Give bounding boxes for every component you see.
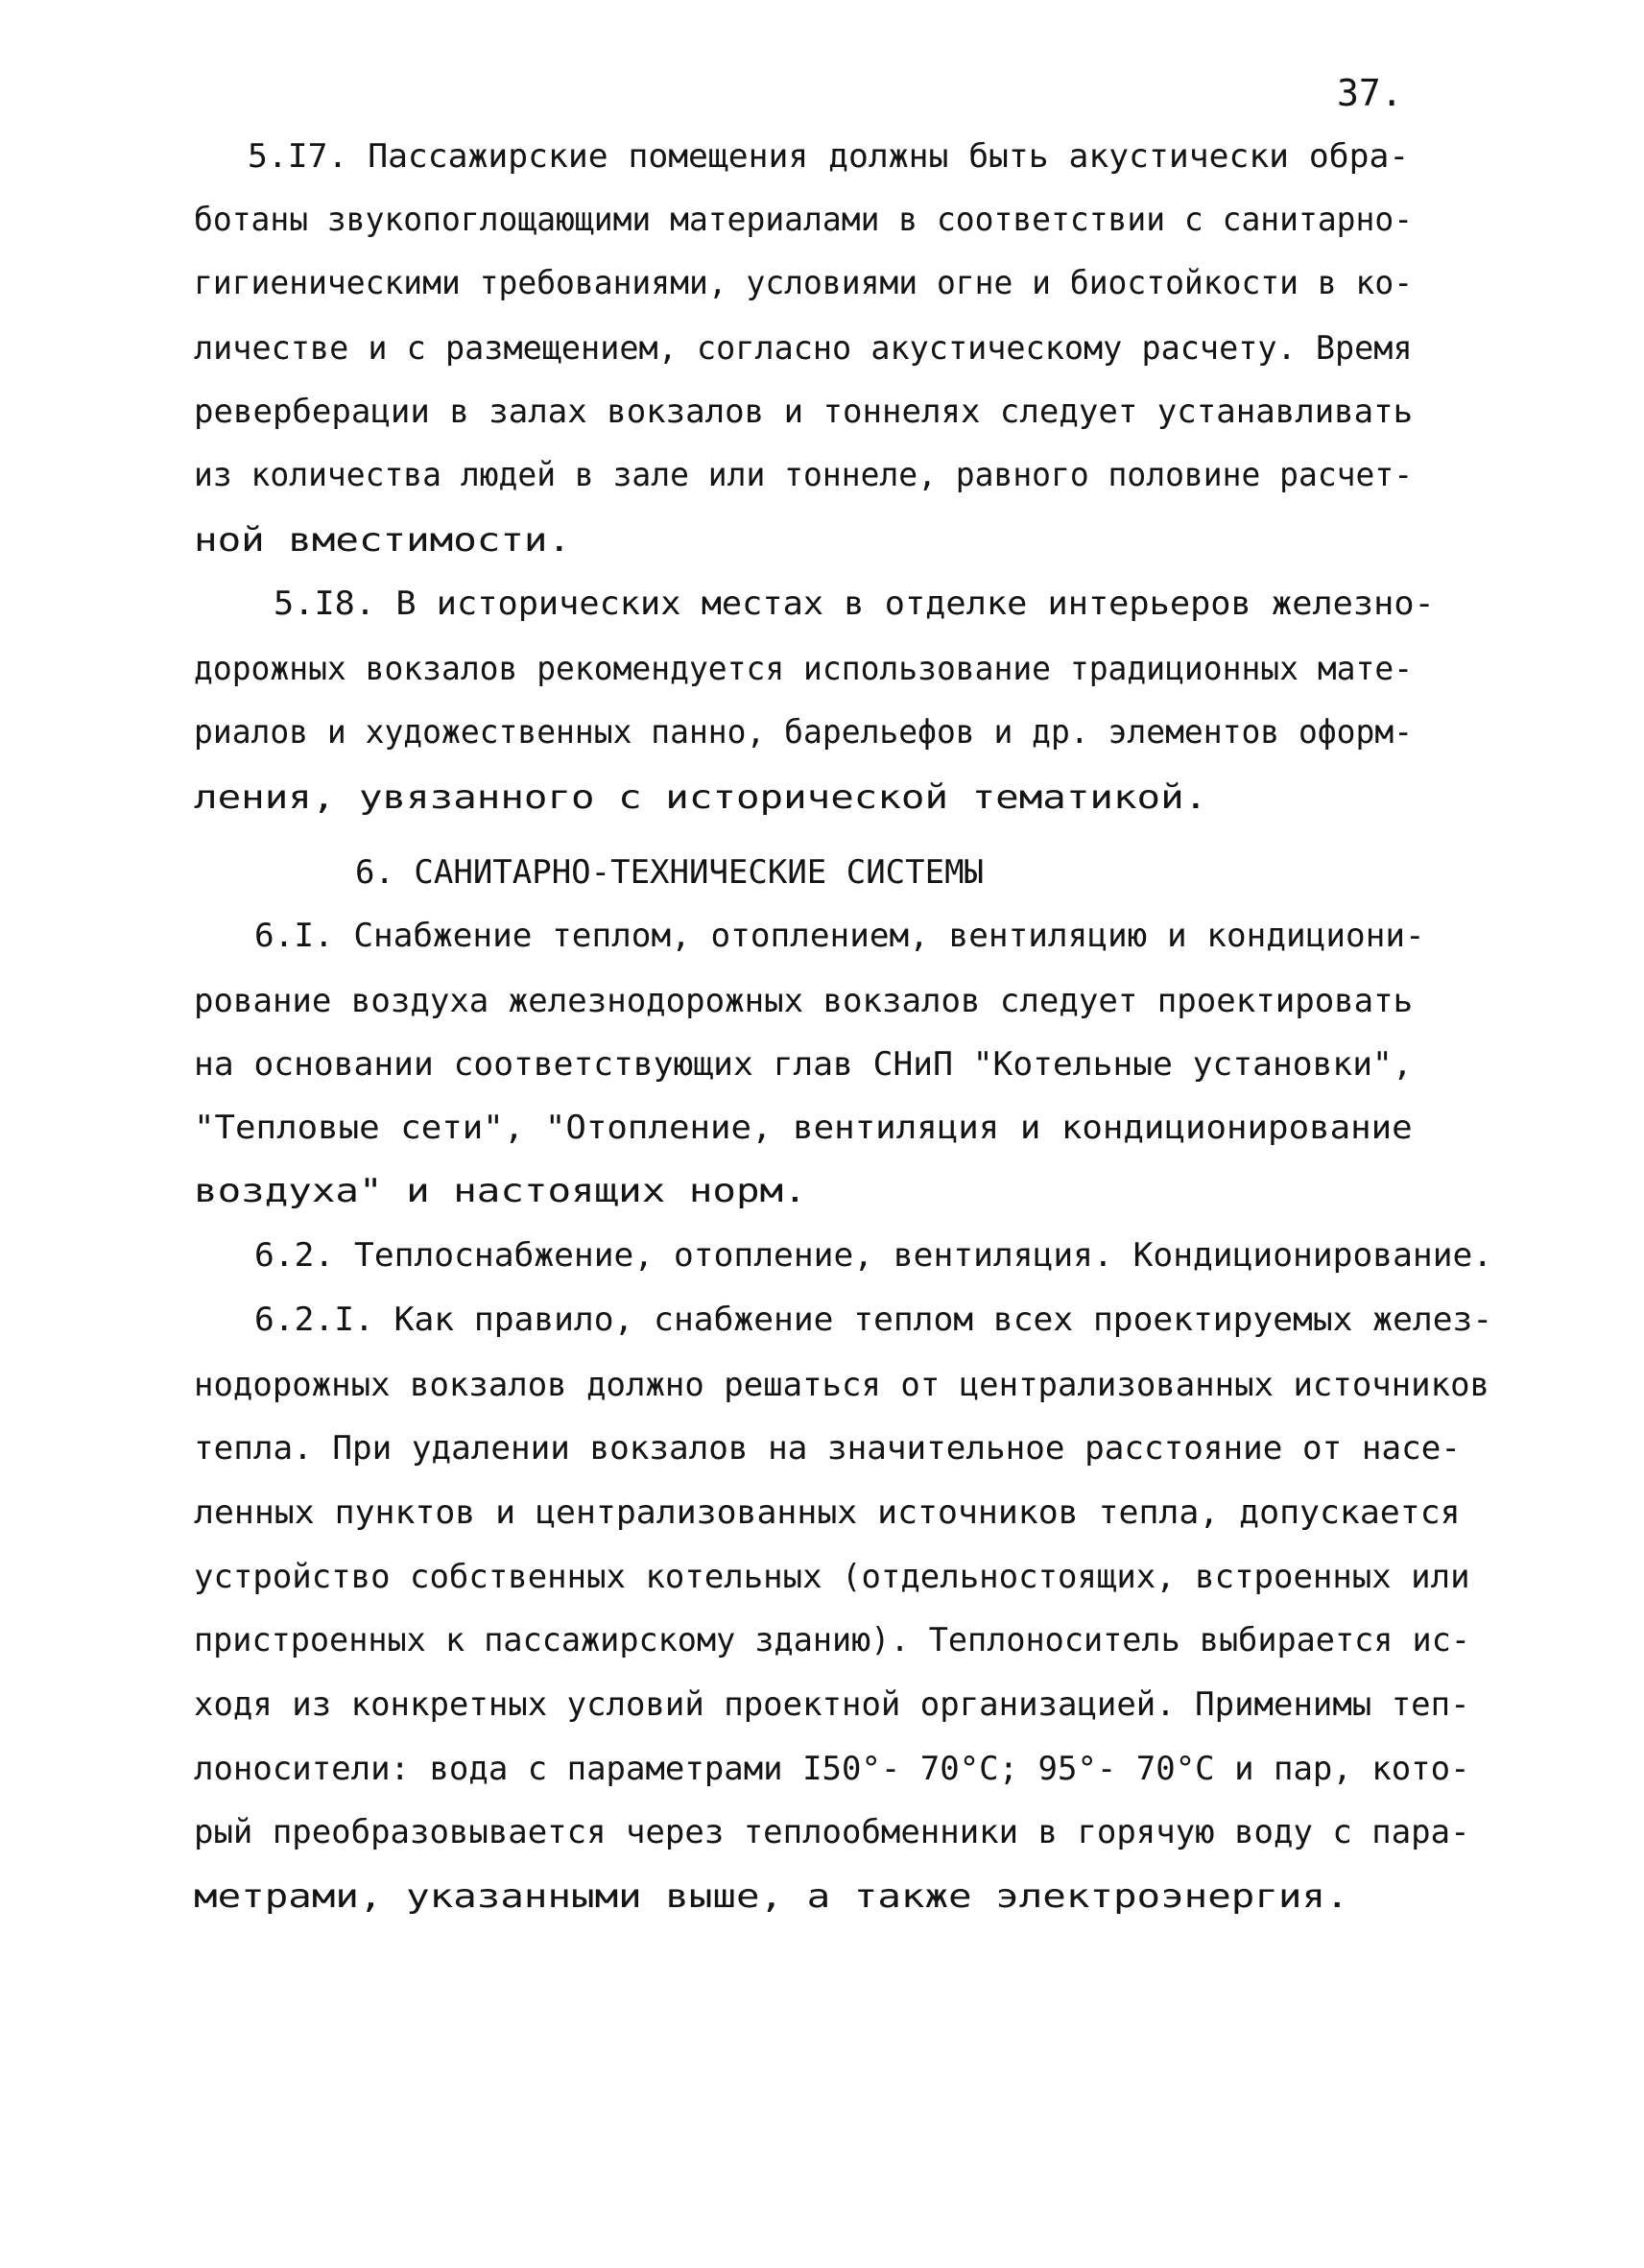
text-line: личестве и с размещением, согласно акустическому расчету. Время	[194, 329, 1413, 368]
text-line: ленных пунктов и централизованных источников тепла, допускается	[194, 1493, 1461, 1532]
text-line: "Тепловые сети", "Отопление, вентиляция и кондиционирование	[194, 1109, 1413, 1147]
text-line: риалов и художественных панно, барельефов и др. элементов оформ-	[194, 713, 1414, 752]
text-line: 6.2.I. Как правило, снабжение теплом всех проектируемых желез-	[254, 1301, 1493, 1339]
text-line: 5.I8. В исторических местах в отделке интерьеров железно-	[274, 585, 1435, 623]
text-line: рование воздуха железнодорожных вокзалов следует проектировать	[194, 982, 1414, 1020]
text-line: рый преобразовывается через теплообменники в горячую воду с пара-	[194, 1813, 1470, 1851]
text-line: из количества людей в зале или тоннеле, равного половине расчет-	[194, 456, 1414, 494]
text-line: ботаны звукопоглощающими материалами в соответствии с санитарно-	[194, 201, 1414, 239]
text-line: на основании соответствующих глав СНиП "Котельные установки",	[194, 1045, 1413, 1084]
text-line: устройство собственных котельных (отдельностоящих, встроенных или	[194, 1558, 1470, 1596]
text-line: метрами, указанными выше, а также электроэнергия.	[194, 1877, 1349, 1916]
text-line: тепла. При удалении вокзалов на значительное расстояние от насе-	[194, 1429, 1462, 1468]
text-line: ления, увязанного с исторической тематикой.	[194, 778, 1208, 817]
text-line: 5.I7. Пассажирские помещения должны быть акустически обра-	[248, 137, 1410, 176]
text-line: 6.I. Снабжение теплом, отоплением, вентиляцию и кондициони-	[254, 917, 1425, 955]
text-line: нодорожных вокзалов должно решаться от централизованных источников	[194, 1366, 1490, 1404]
text-line: пристроенных к пассажирскому зданию). Теплоноситель выбирается ис-	[194, 1621, 1471, 1659]
text-line: 6.2. Теплоснабжение, отопление, вентиляция. Кондиционирование.	[254, 1236, 1493, 1275]
text-line: ной вместимости.	[194, 521, 572, 560]
text-line: ходя из конкретных условий проектной организацией. Применимы теп-	[194, 1685, 1470, 1724]
text-line: гигиеническими требованиями, условиями огне и биостойкости в ко-	[194, 264, 1414, 302]
section-heading: 6. САНИТАРНО-ТЕХНИЧЕСКИЕ СИСТЕМЫ	[355, 853, 985, 892]
text-line: дорожных вокзалов рекомендуется использование традиционных мате-	[194, 650, 1414, 688]
text-line: реверберации в залах вокзалов и тоннелях следует устанавливать	[194, 393, 1414, 431]
page-number: 37.	[1337, 72, 1403, 114]
text-line: воздуха" и настоящих норм.	[194, 1172, 807, 1210]
text-line: лоносители: вода с параметрами I50°- 70°С; 95°- 70°С и пар, кото-	[194, 1750, 1470, 1788]
